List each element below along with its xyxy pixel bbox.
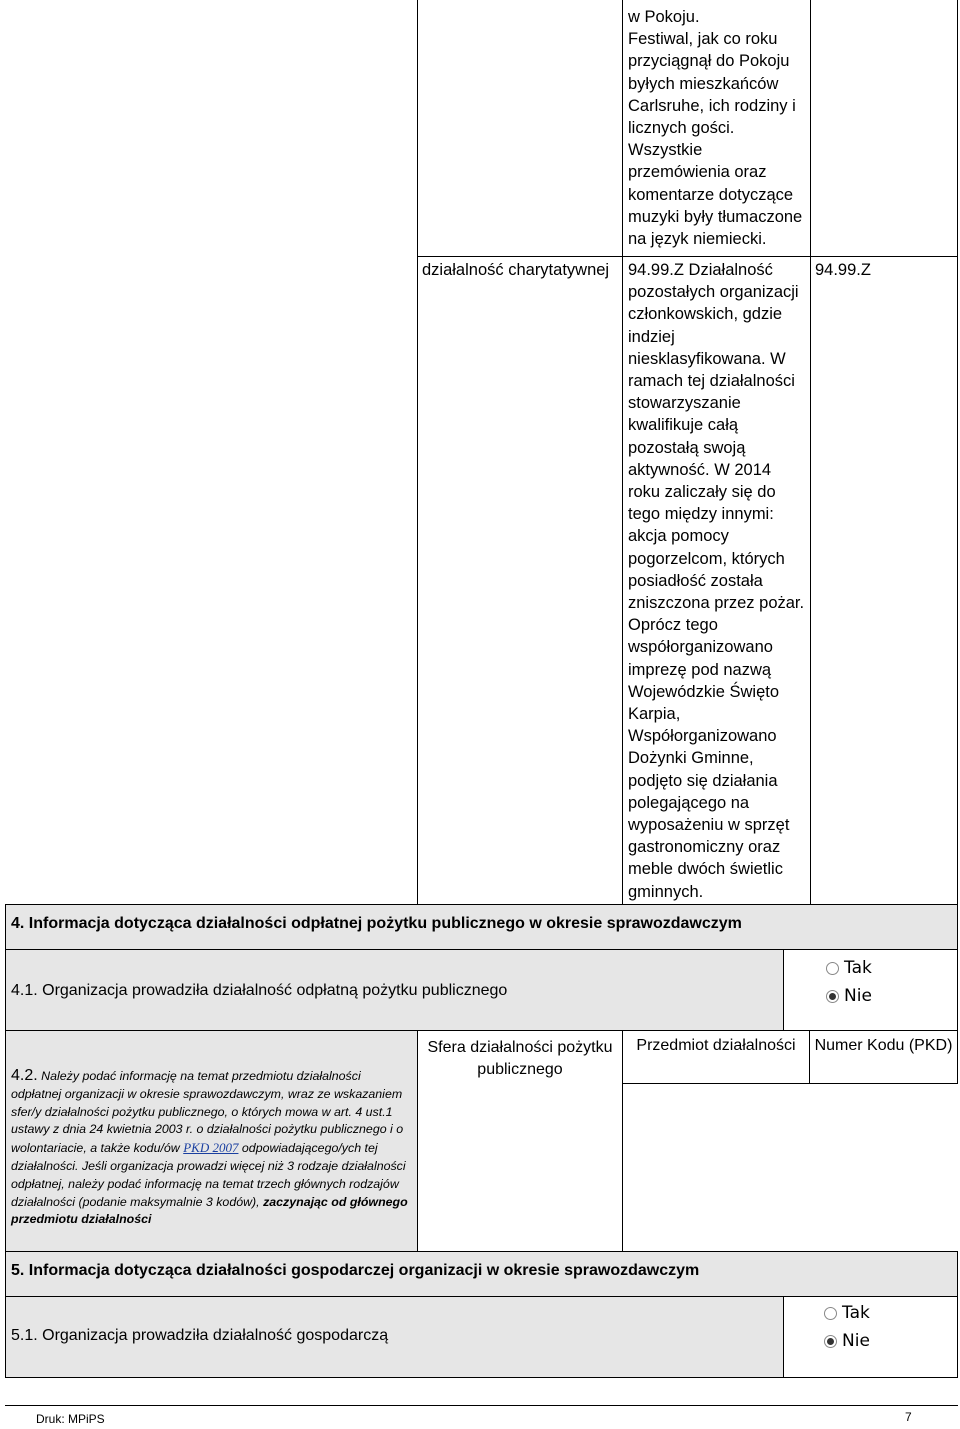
top-table-right-border (810, 0, 811, 905)
description-line: muzyki były tłumaczone (628, 207, 803, 226)
description-line: posiadłość została (628, 571, 763, 590)
description-line: członkowskich, gdzie (628, 305, 783, 324)
description-line: meble dwóch świetlic (628, 860, 783, 879)
description-line: stowarzyszanie (628, 394, 741, 413)
description-line: współorganizowano (628, 638, 773, 657)
description-line: komentarze dotyczące (628, 185, 794, 204)
description-line: kwalifikuje całą (628, 416, 739, 435)
description-line: pogorzelcom, których (628, 549, 785, 568)
description-line: wyposażeniu w sprzęt (628, 816, 790, 835)
description-line: przyciągnął do Pokoju (628, 52, 790, 71)
q41-options-cell (783, 949, 958, 1031)
description-line: przemówienia oraz (628, 163, 767, 182)
col-sphere-header: Sfera działalności pożytku publicznego (417, 1030, 623, 1252)
q51-label-cell: 5.1. Organizacja prowadziła działalność gospodarczą (5, 1296, 784, 1378)
q41-no-radio[interactable]: Nie (826, 986, 957, 1006)
row2-code: 94.99.Z (815, 261, 871, 279)
description-line: Dożynki Gminne, (628, 749, 754, 768)
description-line: Wojewódzkie Święto (628, 682, 780, 701)
q41-yes-radio[interactable]: Tak (826, 958, 957, 978)
description-line: Festiwal, jak co roku (628, 30, 778, 49)
description-line: Wszystkie (628, 141, 703, 160)
footer-print: Druk: MPiPS (36, 1412, 105, 1426)
q51-yes-radio[interactable]: Tak (824, 1303, 957, 1323)
page-number: 7 (905, 1410, 912, 1424)
q51-options-cell (783, 1296, 958, 1378)
footer-rule (5, 1405, 958, 1406)
radio-selected-icon (824, 1335, 837, 1348)
col-code-header: Numer Kodu (PKD) (809, 1030, 958, 1084)
top-table-mid-border (622, 0, 623, 905)
description-line: pozostałą swoją (628, 438, 746, 457)
description-line: Carlsruhe, ich rodziny i (628, 96, 796, 115)
row-divider (417, 256, 958, 257)
description-line: indziej (628, 327, 675, 346)
radio-selected-icon (826, 990, 839, 1003)
description-line: licznych gości. (628, 119, 735, 138)
description-line: niesklasyfikowana. W (628, 349, 786, 368)
description-line: tego między innymi: (628, 505, 774, 524)
description-line: w Pokoju. (628, 8, 700, 26)
description-line: 94.99.Z Działalność (628, 261, 773, 279)
description-line: na język niemiecki. (628, 230, 767, 249)
description-line: gminnych. (628, 882, 704, 901)
q41-label-cell: 4.1. Organizacja prowadziła działalność odpłatną pożytku publicznego (5, 949, 784, 1031)
col-subject-header: Przedmiot działalności (622, 1030, 810, 1084)
radio-circle-icon (826, 962, 839, 975)
pkd-2007-link[interactable]: PKD 2007 (183, 1140, 239, 1156)
description-line: Współorganizowano (628, 727, 777, 746)
description-line: Karpia, (628, 705, 681, 724)
description-line: akcja pomocy (628, 527, 729, 546)
row1-description (628, 6, 810, 250)
top-table-left-border (417, 0, 418, 905)
row2-description (628, 259, 810, 903)
section5-heading: 5. Informacja dotycząca działalności gospodarczej organizacji w okresie sprawozdawczym (5, 1251, 958, 1297)
row2-sphere: działalność charytatywnej (422, 261, 610, 279)
description-line: ramach tej działalności (628, 372, 795, 391)
q42-instruction: 4.2. Należy podać informację na temat przedmiotu działalności odpłatnej organizacji w okresie sprawozdawczym, wraz ze wskazaniem sfer/y działalności pożytku publicznego, o których mowa w art. 4 ust.1 ustawy z dnia 24 kwietnia 2003 r. o działalności pożytku publicznego i o wolontariacie, a także kodu/ów PKD 2007 odpowiadającego/ych tej działalności. Jeśli organizacja prowadzi więcej niż 3 rodzaje działalności odpłatnej, należy podać informację na temat trzech głównych rodzajów działalności (podanie maksymalnie 3 kodów), zaczynając od głównego przedmiotu działalności (11, 1067, 408, 1227)
q51-no-radio[interactable]: Nie (824, 1331, 957, 1351)
description-line: Oprócz tego (628, 616, 718, 635)
description-line: gastronomiczny oraz (628, 838, 781, 857)
description-line: zniszczona przez pożar. (628, 594, 805, 613)
section4-heading: 4. Informacja dotycząca działalności odpłatnej pożytku publicznego w okresie sprawozdawczym (5, 904, 958, 950)
description-line: imprezę pod nazwą (628, 660, 772, 679)
description-line: pozostałych organizacji (628, 283, 799, 302)
description-line: podjęto się działania (628, 771, 778, 790)
radio-circle-icon (824, 1307, 837, 1320)
top-table-edge-border (957, 0, 958, 905)
q42-instruction-cell (5, 1030, 418, 1252)
description-line: byłych mieszkańców (628, 74, 779, 93)
description-line: roku zaliczały się do (628, 483, 776, 502)
description-line: aktywność. W 2014 (628, 460, 772, 479)
description-line: polegającego na (628, 793, 750, 812)
